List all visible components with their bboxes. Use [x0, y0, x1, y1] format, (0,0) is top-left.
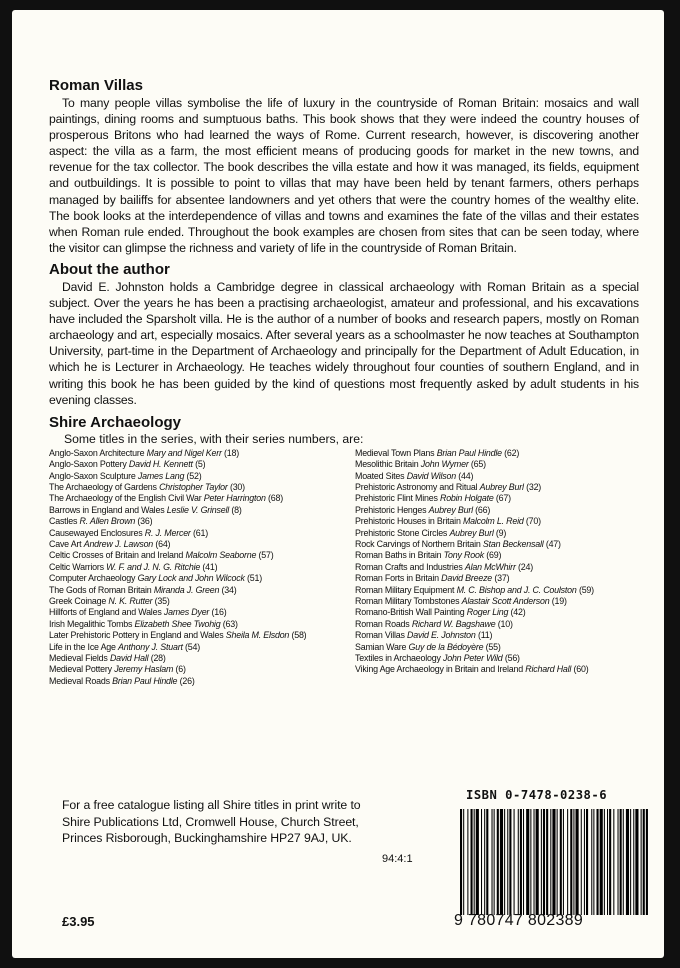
series-number: (10)	[497, 618, 513, 629]
series-list-item	[355, 619, 639, 630]
series-number: (66)	[475, 504, 491, 515]
series-number: (70)	[525, 516, 541, 527]
series-title: Textiles in Archaeology	[355, 653, 441, 663]
series-list-item	[49, 642, 333, 653]
barcode-bar	[546, 809, 548, 915]
series-author: Brian Paul Hindle	[436, 447, 502, 458]
series-title: Castles	[49, 516, 78, 527]
series-list-right-column	[355, 448, 639, 688]
series-number: (62)	[504, 447, 520, 458]
series-author: R. Allen Brown	[79, 516, 136, 527]
catalogue-info	[62, 797, 422, 847]
series-number: (34)	[221, 584, 237, 595]
barcode-bar	[570, 809, 572, 915]
price: £3.95	[62, 914, 95, 929]
series-number: (54)	[185, 641, 200, 652]
series-title: Roman Forts in Britain	[355, 573, 439, 584]
series-number: (5)	[195, 459, 206, 470]
barcode-bar	[541, 809, 542, 915]
barcode-bar	[526, 809, 529, 915]
series-list-item	[355, 539, 639, 550]
barcode-bar	[492, 809, 493, 915]
publisher-address-line: Shire Publications Ltd, Cromwell House, Church Street,	[62, 814, 359, 829]
series-list-item	[49, 448, 333, 459]
series-number: (35)	[154, 595, 170, 606]
roman-villas-section	[49, 77, 639, 256]
isbn-number: ISBN 0-7478-0238-6	[466, 788, 608, 802]
barcode-bar	[557, 809, 558, 915]
series-title: Viking Age Archaeology in Britain and Ireland	[355, 664, 523, 675]
series-author: Andrew J. Lawson	[83, 538, 154, 549]
series-author: M. C. Bishop and J. C. Coulston	[456, 584, 577, 595]
series-number: (47)	[545, 538, 561, 549]
barcode-bar	[630, 809, 631, 915]
series-title: Medieval Roads	[49, 675, 110, 686]
barcode-bar	[481, 809, 482, 915]
series-list-item	[355, 653, 639, 664]
series-number: (8)	[231, 504, 242, 515]
series-number: (67)	[495, 493, 511, 504]
series-title: The Archaeology of the English Civil War	[49, 493, 202, 504]
about-author-section	[49, 261, 639, 408]
series-number: (60)	[573, 664, 589, 675]
series-author: Alastair Scott Anderson	[461, 595, 550, 606]
series-title: Prehistoric Stone Circles	[355, 527, 448, 538]
barcode-bar	[514, 809, 515, 915]
series-number: (16)	[211, 607, 227, 618]
barcode-bar	[607, 809, 608, 915]
series-list-item	[355, 550, 639, 561]
series-title: Romano-British Wall Painting	[355, 607, 465, 618]
series-title: Prehistoric Houses in Britain	[355, 516, 461, 527]
series-list-item	[355, 642, 639, 653]
series-list-item	[49, 619, 333, 630]
series-list-item	[49, 607, 333, 618]
series-author: Christopher Taylor	[159, 481, 228, 492]
series-title: Roman Military Equipment	[355, 584, 455, 595]
series-title: Mesolithic Britain	[355, 459, 419, 470]
series-title: Computer Archaeology	[49, 573, 136, 584]
barcode-bar	[613, 809, 614, 915]
print-code: 94:4:1	[382, 853, 413, 865]
barcode-bar	[646, 809, 648, 915]
barcode-bar	[536, 809, 539, 915]
series-author: W. F. and J. N. G. Ritchie	[106, 561, 201, 572]
series-author: Sheila M. Elsdon	[225, 630, 290, 641]
series-list-item	[49, 493, 333, 504]
series-list-item	[355, 482, 639, 493]
series-list-item	[49, 528, 333, 539]
series-title: Later Prehistoric Pottery in England and Wales	[49, 630, 224, 641]
series-list-item	[49, 539, 333, 550]
series-number: (11)	[477, 630, 493, 641]
series-list-item	[355, 448, 639, 459]
barcode-bar	[460, 809, 462, 915]
series-title: Cave Art	[49, 538, 82, 549]
barcode-bar	[534, 809, 535, 915]
barcode-bar	[486, 809, 488, 915]
barcode-bar	[604, 809, 605, 915]
series-number: (59)	[578, 584, 594, 595]
barcode-bar	[600, 809, 603, 915]
shire-archaeology-heading: Shire Archaeology	[49, 413, 181, 431]
series-list-left-column	[49, 448, 333, 688]
series-list-item	[49, 585, 333, 596]
barcode-bar	[635, 809, 638, 915]
series-author: David H. Kennett	[128, 459, 193, 470]
series-number: (68)	[267, 493, 283, 504]
series-author: Jeremy Haslam	[114, 664, 174, 675]
series-title: Rock Carvings of Northern Britain	[355, 538, 481, 549]
about-author-heading: About the author	[49, 260, 170, 278]
series-list-item	[49, 664, 333, 675]
content	[49, 77, 639, 687]
series-list-item	[49, 550, 333, 561]
series-title: Prehistoric Henges	[355, 504, 427, 515]
barcode-bar	[563, 809, 564, 915]
series-number: (26)	[179, 675, 195, 686]
series-list-item	[355, 505, 639, 516]
series-title: Samian Ware	[355, 641, 407, 652]
series-author: John Wymer	[420, 459, 469, 470]
series-number: (65)	[470, 459, 486, 470]
barcode-bar	[581, 809, 582, 915]
series-author: Richard W. Bagshawe	[411, 618, 496, 629]
series-list-item	[49, 459, 333, 470]
series-number: (9)	[495, 527, 507, 538]
series-list-item	[355, 585, 639, 596]
series-author: Richard Hall	[525, 664, 572, 675]
barcode-bar	[504, 809, 505, 915]
series-list-item	[355, 471, 639, 482]
series-number: (52)	[186, 470, 202, 481]
series-number: (6)	[175, 664, 186, 675]
series-title: Life in the Ice Age	[49, 641, 116, 652]
series-title: Roman Villas	[355, 630, 405, 641]
series-title: The Archaeology of Gardens	[49, 481, 157, 492]
shire-archaeology-section	[49, 414, 639, 688]
series-number: (61)	[192, 527, 208, 538]
series-title: Barrows in England and Wales	[49, 504, 165, 515]
series-title: Celtic Warriors	[49, 561, 104, 572]
series-list-item	[355, 516, 639, 527]
catalogue-line: For a free catalogue listing all Shire titles in print write to	[62, 798, 361, 812]
series-number: (57)	[258, 550, 274, 561]
series-title: Irish Megalithic Tombs	[49, 618, 133, 629]
barcode-bar	[584, 809, 585, 915]
series-list-item	[355, 573, 639, 584]
series-author: Malcolm L. Reid	[462, 516, 524, 527]
roman-villas-heading: Roman Villas	[49, 77, 143, 94]
series-title: Anglo-Saxon Architecture	[49, 447, 145, 458]
series-list-item	[49, 562, 333, 573]
series-author: Tony Rook	[443, 550, 484, 561]
series-author: John Peter Wild	[442, 653, 503, 663]
series-list-item	[49, 516, 333, 527]
barcode-bar	[474, 809, 475, 915]
barcode-bar	[518, 809, 519, 915]
barcode-bar	[593, 809, 594, 915]
series-title: Roman Crafts and Industries	[355, 561, 463, 572]
series-author: Guy de la Bédoyère	[408, 641, 484, 652]
series-list-item	[355, 596, 639, 607]
series-number: (69)	[486, 550, 502, 561]
series-title: Medieval Town Plans	[355, 447, 435, 458]
series-number: (32)	[526, 481, 542, 492]
series-title: The Gods of Roman Britain	[49, 584, 152, 595]
series-author: Miranda J. Green	[153, 584, 220, 595]
barcode-bar	[494, 809, 495, 915]
barcode-bar	[500, 809, 503, 915]
barcode-bar	[576, 809, 579, 915]
roman-villas-text: To many people villas symbolise the life of luxury in the countryside of Roman Britain: mosaics and wall paintings, dining rooms and sumptuous baths. This book shows that they were indeed the country houses of prosperous Britons who had learned the ways of Rome. Current research, however, is discovering another aspect: the villa as a farm, the most efficient means of producing goods for market in the new towns, and revenue for the tax collector. The book describes the villa estate and how it was managed, its fields, equipment and outbuildings. It is possible to point to villas that may have been held by tenant farmers, others perhaps managed by bailiffs for absentee landowners and yet others that were the country homes of the wealthy elite. The book looks at the interdependence of villas and towns and examines the fate of the villas and their estates when Roman rule ended. Throughout the book examples are chosen from sites that can be seen today, where the visitor can glimpse the richness and variety of life in the countryside of Roman Britain.	[49, 96, 639, 255]
barcode-bar	[643, 809, 645, 915]
series-title: Moated Sites	[355, 470, 405, 481]
barcode-bar	[591, 809, 592, 915]
barcode-bar	[567, 809, 568, 915]
series-list-item	[355, 459, 639, 470]
series-author: James Dyer	[163, 607, 210, 618]
series-number: (63)	[222, 618, 238, 629]
barcode-bar	[623, 809, 624, 915]
series-list-item	[49, 505, 333, 516]
series-author: Leslie V. Grinsell	[166, 504, 230, 515]
barcode-bar	[471, 809, 473, 915]
series-list-item	[49, 482, 333, 493]
barcode-bar	[550, 809, 551, 915]
series-title: Greek Coinage	[49, 595, 107, 606]
series-title: Anglo-Saxon Sculpture	[49, 470, 136, 481]
series-author: Robin Holgate	[439, 493, 494, 504]
series-number: (42)	[510, 607, 526, 618]
series-number: (56)	[504, 653, 520, 663]
series-author: Gary Lock and John Wilcock	[137, 573, 245, 584]
barcode-bar	[633, 809, 634, 915]
about-author-text: David E. Johnston holds a Cambridge degree in classical archaeology with Roman Britain as a special subject. Over the years he has been a practising archaeologist, amateur and professional, and his excavations have included the Sparsholt villa. He is the author of a number of books and research papers, mostly on Roman archaeology and art, especially mosaics. After several years as a schoolmaster he now teaches at Southampton University, part-time in the Department of Archaeology and principally for the Department of Adult Education, in which he is Lecturer in Archaeology. He teaches widely throughout four counties of southern England, and in writing this book he has been guided by the kind of questions most frequently asked by adult students in his evening classes.	[49, 279, 639, 407]
series-list-item	[355, 562, 639, 573]
series-number: (64)	[155, 538, 171, 549]
series-author: David E. Johnston	[407, 630, 476, 641]
series-number: (36)	[137, 516, 153, 527]
series-author: Alan McWhirr	[464, 561, 516, 572]
series-author: N. K. Rutter	[108, 595, 153, 606]
series-number: (28)	[150, 653, 166, 663]
barcode-bar	[507, 809, 508, 915]
series-title: Roman Baths in Britain	[355, 550, 442, 561]
series-author: Malcolm Seaborne	[185, 550, 257, 561]
series-list-item	[355, 607, 639, 618]
barcode-bar	[560, 809, 562, 915]
series-author: David Hall	[109, 653, 149, 663]
barcode-bar	[484, 809, 485, 915]
series-title: Medieval Pottery	[49, 664, 112, 675]
publisher-address-line: Princes Risborough, Buckinghamshire HP27 9AJ, UK.	[62, 831, 352, 845]
series-author: Brian Paul Hindle	[112, 675, 178, 686]
series-list-item	[49, 653, 333, 664]
series-number: (24)	[517, 561, 533, 572]
barcode-bar	[641, 809, 642, 915]
series-list-item	[49, 573, 333, 584]
barcode-bar	[586, 809, 588, 915]
series-title: Hillforts of England and Wales	[49, 607, 162, 618]
series-title: Roman Military Tombstones	[355, 595, 460, 606]
series-number: (30)	[229, 481, 245, 492]
series-author: R. J. Mercer	[144, 527, 191, 538]
barcode	[458, 809, 650, 915]
barcode-bar	[620, 809, 622, 915]
series-number: (51)	[247, 573, 263, 584]
barcode-bar	[597, 809, 599, 915]
series-number: (55)	[485, 641, 501, 652]
series-list-item	[49, 596, 333, 607]
series-number: (58)	[291, 630, 307, 641]
series-author: David Breeze	[441, 573, 493, 584]
series-author: James Lang	[137, 470, 185, 481]
barcode-bar	[626, 809, 629, 915]
series-author: Stan Beckensall	[482, 538, 544, 549]
series-list-item	[49, 471, 333, 482]
barcode-bar	[618, 809, 619, 915]
series-author: Aubrey Burl	[428, 504, 473, 515]
series-title: Prehistoric Astronomy and Ritual	[355, 481, 478, 492]
series-list-item	[355, 664, 639, 675]
barcode-bar	[552, 809, 555, 915]
barcode-bar	[467, 809, 468, 915]
series-title: Prehistoric Flint Mines	[355, 493, 438, 504]
series-author: Peter Harrington	[203, 493, 266, 504]
series-author: Anthony J. Stuart	[118, 641, 183, 652]
series-number: (41)	[202, 561, 218, 572]
barcode-bar	[520, 809, 522, 915]
series-title: Roman Roads	[355, 618, 410, 629]
series-list-item	[355, 528, 639, 539]
series-author: Elizabeth Shee Twohig	[134, 618, 221, 629]
series-title: Medieval Fields	[49, 653, 108, 663]
barcode-bar	[476, 809, 479, 915]
series-author: Aubrey Burl	[449, 527, 494, 538]
series-author: David Wilson	[406, 470, 456, 481]
series-list-item	[49, 676, 333, 687]
series-author: Aubrey Burl	[479, 481, 524, 492]
barcode-bar	[463, 809, 464, 915]
barcode-bar	[573, 809, 574, 915]
barcode-bar	[523, 809, 524, 915]
series-author: Mary and Nigel Kerr	[146, 447, 222, 458]
series-list-item	[49, 630, 333, 641]
series-list-item	[355, 493, 639, 504]
series-number: (19)	[551, 595, 567, 606]
series-list-item	[355, 630, 639, 641]
series-list	[49, 448, 639, 688]
barcode-bar	[530, 809, 531, 915]
series-author: Roger Ling	[466, 607, 509, 618]
series-number: (44)	[458, 470, 474, 481]
series-number: (37)	[494, 573, 510, 584]
series-title: Causewayed Enclosures	[49, 527, 143, 538]
barcode-bar	[609, 809, 611, 915]
barcode-bar	[497, 809, 499, 915]
barcode-bar	[509, 809, 511, 915]
series-title: Celtic Crosses of Britain and Ireland	[49, 550, 184, 561]
series-number: (18)	[224, 447, 240, 458]
barcode-bar	[543, 809, 545, 915]
series-title: Anglo-Saxon Pottery	[49, 459, 127, 470]
barcode-digits: 9 780747 802389	[454, 912, 584, 929]
series-intro: Some titles in the series, with their series numbers, are:	[64, 431, 364, 446]
